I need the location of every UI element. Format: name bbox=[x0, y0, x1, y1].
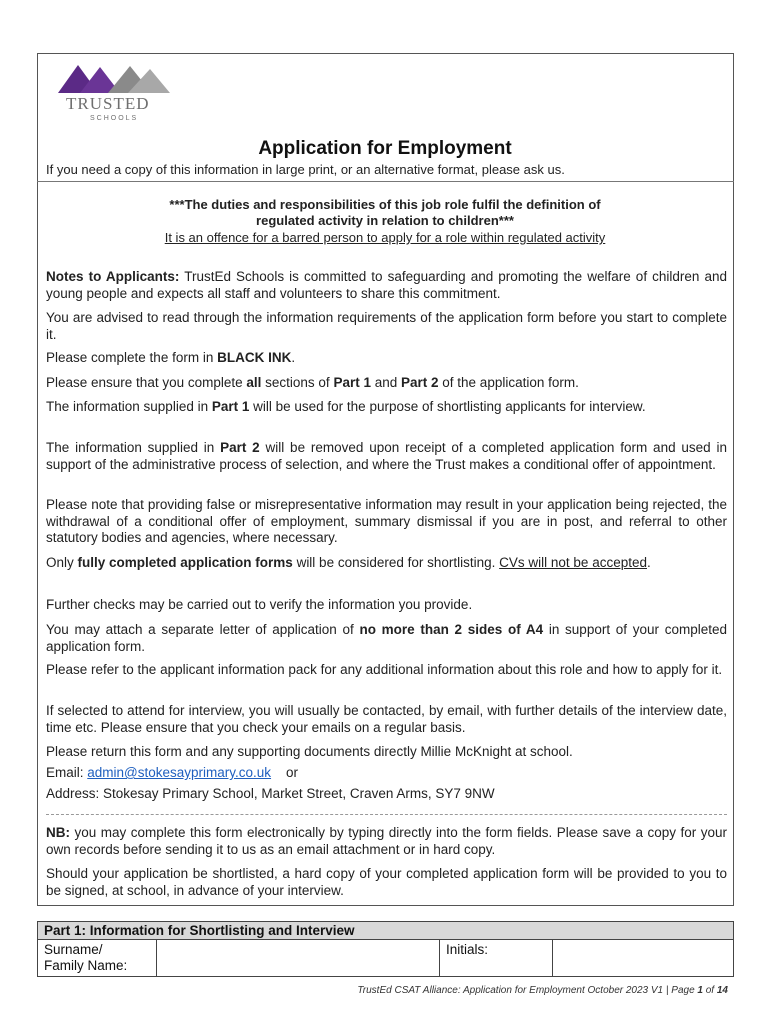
page-footer bbox=[0, 985, 728, 996]
text-bold: Part 1 bbox=[211, 399, 250, 414]
text: or bbox=[271, 765, 299, 780]
surname-label-line-1: Surname/ bbox=[44, 942, 103, 957]
nb-paragraph bbox=[46, 825, 727, 858]
part2-info-paragraph bbox=[46, 440, 727, 473]
text: Please complete the form in bbox=[46, 350, 218, 365]
part1-info-paragraph bbox=[46, 399, 727, 416]
text-bold: no more than 2 sides of A4 bbox=[359, 622, 544, 637]
text: The information supplied in bbox=[46, 440, 221, 455]
surname-field[interactable] bbox=[157, 940, 440, 977]
initials-label: Initials: bbox=[440, 940, 553, 977]
page-title: Application for Employment bbox=[258, 138, 512, 159]
email-link[interactable]: admin@stokesayprimary.co.uk bbox=[87, 765, 272, 780]
regulated-line-2: regulated activity in relation to children*** bbox=[256, 213, 514, 228]
text: . bbox=[646, 555, 651, 570]
part1-heading: Part 1: Information for Shortlisting and Interview bbox=[38, 922, 734, 940]
text: of bbox=[702, 985, 717, 996]
cvs-not-accepted: CVs will not be accepted bbox=[499, 555, 647, 570]
initials-field[interactable] bbox=[553, 940, 734, 977]
text: sections of bbox=[261, 375, 334, 390]
complete-all-paragraph bbox=[46, 375, 727, 392]
text: Please ensure that you complete bbox=[46, 375, 247, 390]
text: Only bbox=[46, 555, 78, 570]
text: will be removed upon receipt of a completed application form and used in support of the administrative process of selection, and where the Trust makes a conditional offer of appointment. bbox=[46, 440, 727, 472]
page-number: 1 bbox=[697, 985, 703, 996]
notes-text: TrustEd Schools is committed to safeguarding and promoting the welfare of children and young people and expects all staff and volunteers to share this commitment. bbox=[46, 269, 727, 301]
further-checks-paragraph: Further checks may be carried out to verify the information you provide. bbox=[46, 597, 473, 612]
shortlisted-paragraph: Should your application be shortlisted, a hard copy of your completed application form will be provided to you to be signed, at school, in advance of your interview. bbox=[46, 866, 727, 898]
text: of the application form. bbox=[438, 375, 579, 390]
barred-person-warning: It is an offence for a barred person to apply for a role within regulated activity bbox=[164, 230, 606, 245]
notes-paragraph bbox=[46, 269, 727, 302]
interview-paragraph: If selected to attend for interview, you will usually be contacted, by email, with further details of the interview date, time etc. Please ensure that you check your emails on a regular basis. bbox=[46, 703, 727, 735]
text-bold: BLACK INK bbox=[217, 350, 292, 365]
large-print-note: If you need a copy of this information in large print, or an alternative format, please ask us. bbox=[46, 162, 565, 177]
page-total: 14 bbox=[716, 985, 728, 996]
text-bold: fully completed application forms bbox=[77, 555, 293, 570]
text: you may complete this form electronically by typing directly into the form fields. Please save a copy for your own records before sending it to us as an email attachment or in hard copy. bbox=[46, 825, 727, 857]
return-form-paragraph: Please return this form and any supporting documents directly Millie McKnight at school. bbox=[46, 744, 573, 759]
black-ink-paragraph bbox=[46, 350, 727, 367]
text: and bbox=[370, 375, 401, 390]
divider bbox=[37, 181, 734, 182]
regulated-line-1: ***The duties and responsibilities of this job role fulfil the definition of bbox=[169, 197, 601, 212]
mountain-logo-icon bbox=[58, 63, 170, 97]
text-bold: Part 1 bbox=[333, 375, 371, 390]
text: will be used for the purpose of shortlisting applicants for interview. bbox=[249, 399, 646, 414]
letter-paragraph bbox=[46, 622, 727, 655]
fully-completed-paragraph bbox=[46, 555, 727, 572]
text-bold: Part 2 bbox=[401, 375, 439, 390]
surname-label-line-2: Family Name: bbox=[44, 958, 128, 973]
text-bold: Part 2 bbox=[220, 440, 260, 455]
notes-lead: Notes to Applicants: bbox=[46, 269, 180, 284]
part1-table bbox=[37, 921, 734, 977]
surname-label bbox=[38, 940, 157, 977]
info-pack-paragraph: Please refer to the applicant information pack for any additional information about this role and how to apply for it. bbox=[46, 662, 723, 677]
advice-paragraph: You are advised to read through the information requirements of the application form before you start to complete it. bbox=[46, 310, 727, 342]
text: in support of your completed application form. bbox=[46, 622, 727, 654]
logo-subtitle: SCHOOLS bbox=[90, 115, 139, 122]
email-line bbox=[46, 765, 727, 782]
text: will be considered for shortlisting. bbox=[292, 555, 500, 570]
footer-text: TrustEd CSAT Alliance: Application for Employment October 2023 V1 | Page bbox=[357, 985, 698, 996]
text: . bbox=[291, 350, 296, 365]
nb-lead: NB: bbox=[46, 825, 70, 840]
address-line: Address: Stokesay Primary School, Market Street, Craven Arms, SY7 9NW bbox=[46, 786, 495, 801]
logo-wordmark: TRUSTED bbox=[66, 94, 150, 113]
dashed-divider bbox=[46, 814, 727, 815]
text-bold: all bbox=[246, 375, 262, 390]
text: You may attach a separate letter of application of bbox=[46, 622, 360, 637]
false-info-paragraph: Please note that providing false or misrepresentative information may result in your application being rejected, the withdrawal of a conditional offer of employment, summary dismissal if you are in post, and referral to other statutory bodies and agencies, where necessary. bbox=[46, 497, 727, 545]
email-label: Email: bbox=[46, 765, 88, 780]
trusted-schools-logo bbox=[58, 63, 170, 125]
text: The information supplied in bbox=[46, 399, 212, 414]
